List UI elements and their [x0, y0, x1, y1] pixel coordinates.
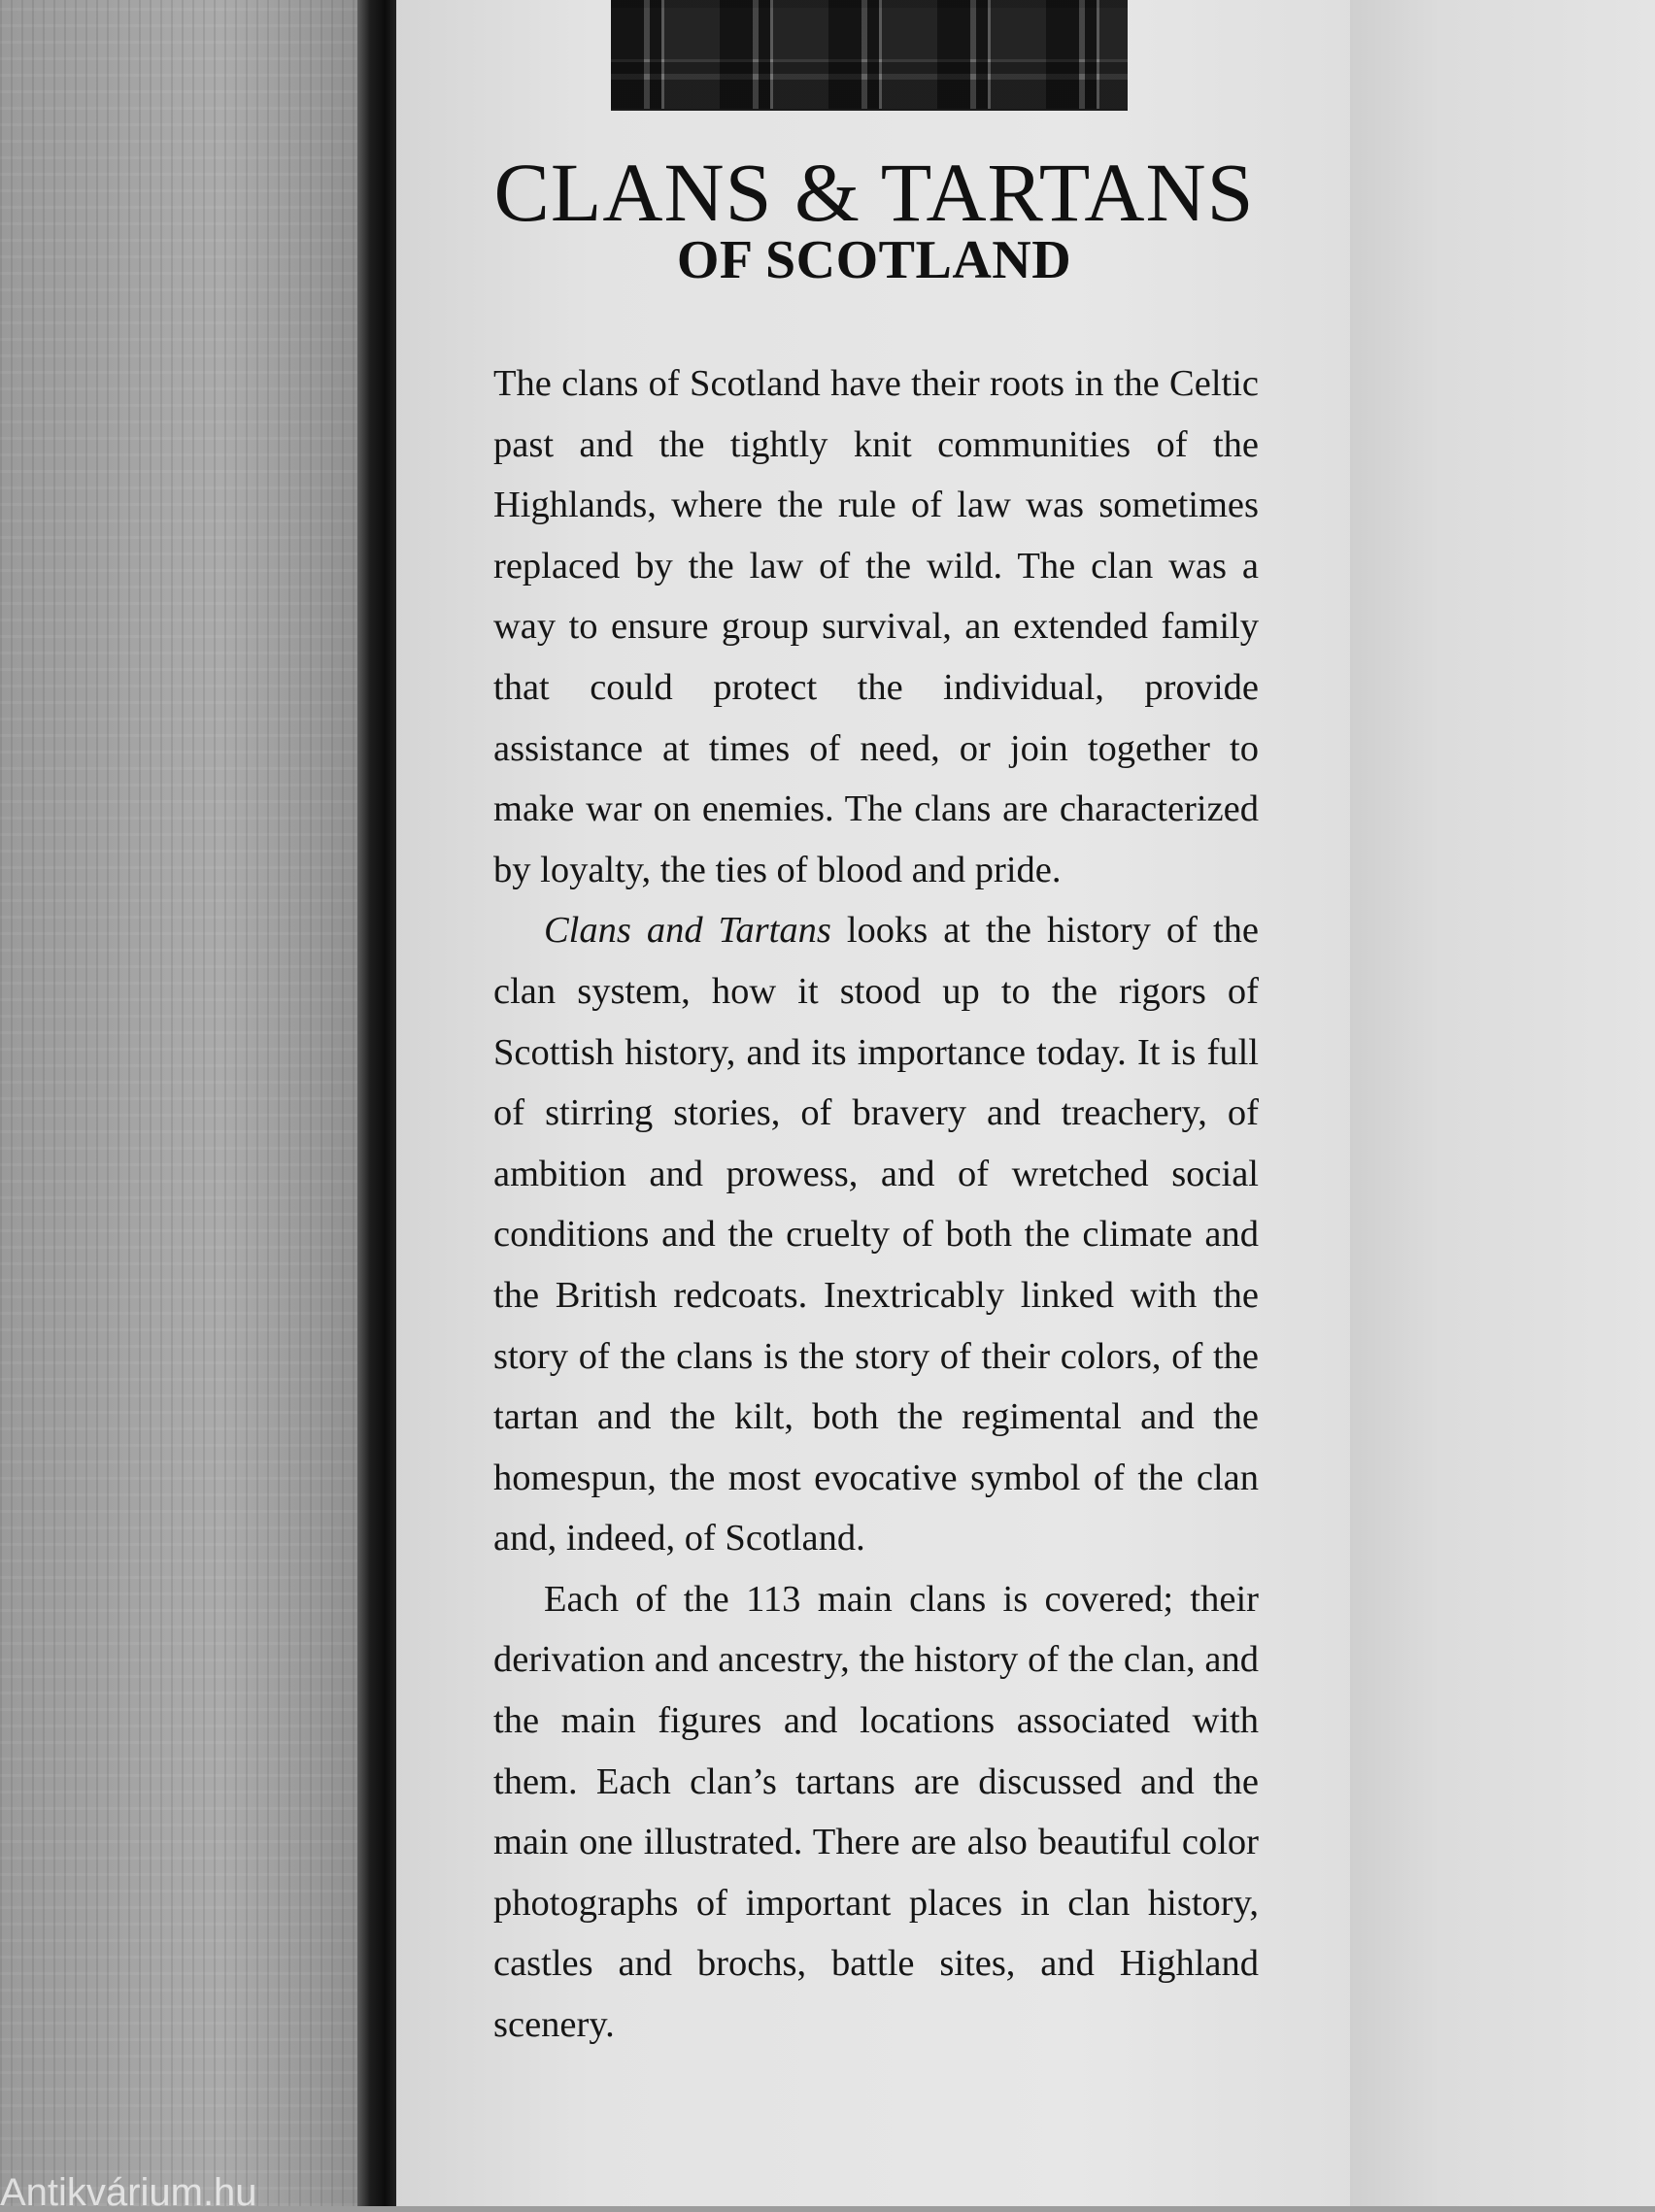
- paragraph-1: The clans of Scotland have their roots in the Celtic past and the tightly knit communities of the Highlands, where the rule of law was sometimes replaced by the law of the wild. The clan was a way to ensure group survival, an extended family that could protect the individual, provide assistance at times of need, or join together to make war on enemies. The clans are characterized by loyalty, the ties of blood and pride.: [493, 363, 1259, 890]
- watermark: Antikvárium.hu: [0, 2173, 257, 2212]
- paragraph-3: Each of the 113 main clans is covered; their derivation and ancestry, the history of the clan, and the main figures and locations associated with them. Each clan’s tartans are discussed and the main one illustrated. There are also beautiful color photographs of important places in clan history, castles and brochs, battle sites, and Highland scenery.: [493, 1578, 1259, 2046]
- book-title: [466, 146, 1282, 290]
- paragraph-2-text: looks at the history of the clan system, how it stood up to the rigors of Scottish history, and its importance today. It is full of stirring stories, of bravery and treachery, of ambition and prowess, and of wretched social conditions and the cruelty of both the climate and the British redcoats. Inextricably linked with the story of the clans is the story of their colors, of the tartan and the kilt, both the regimental and the homespun, the most evocative symbol of the clan and, indeed, of Scotland.: [493, 910, 1259, 1559]
- book-title-italic: Clans and Tartans: [544, 910, 831, 952]
- background-surface: [1350, 0, 1655, 2206]
- tartan-pattern-image: [611, 0, 1128, 109]
- title-main: CLANS & TARTANS: [493, 146, 1255, 239]
- flap-description: [493, 353, 1259, 2056]
- title-subtitle: OF SCOTLAND: [676, 230, 1072, 290]
- paragraph-2: [493, 900, 1259, 1569]
- book-cover-edge: [0, 0, 369, 2206]
